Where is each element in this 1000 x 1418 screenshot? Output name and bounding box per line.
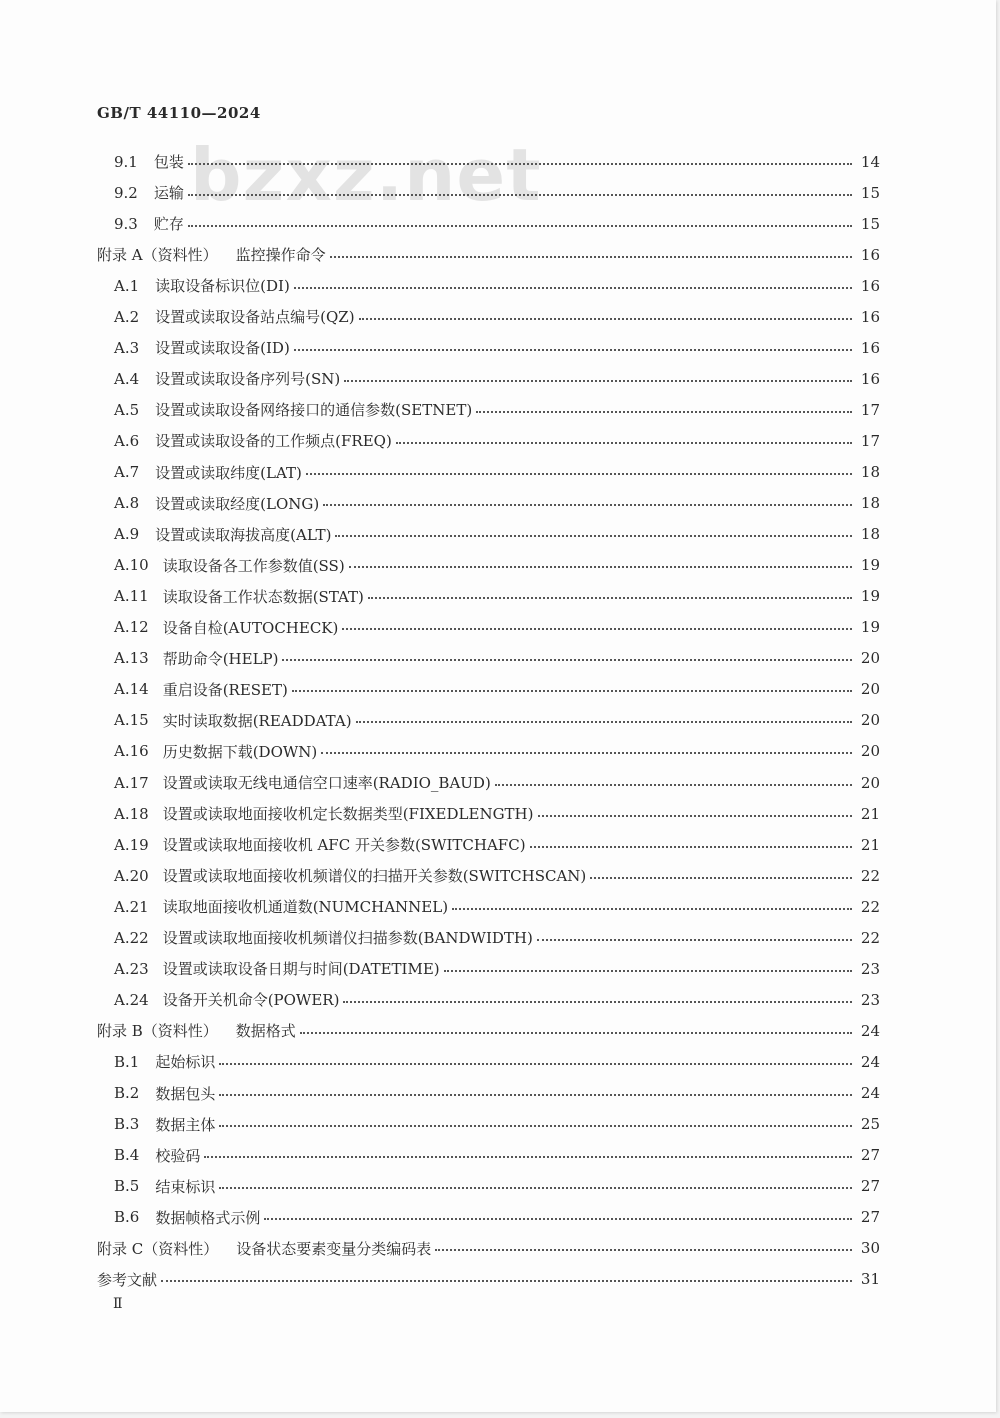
toc-entry-page: 18	[860, 525, 880, 544]
toc-entry-title: 设置或读取地面接收机频谱仪扫描参数(BANDWIDTH)	[162, 929, 533, 948]
toc-entry[interactable]	[114, 301, 880, 332]
toc-entry-page: 15	[860, 183, 880, 202]
toc-leader-dots	[396, 442, 852, 444]
toc-entry[interactable]	[114, 519, 880, 550]
toc-entry[interactable]	[114, 643, 880, 674]
toc-entry[interactable]	[114, 860, 880, 891]
toc-entry[interactable]	[114, 984, 880, 1015]
toc-entry-title: 设备开关机命令(POWER)	[162, 991, 340, 1010]
toc-entry-title: 贮存	[153, 215, 184, 234]
toc-entry-page: 27	[860, 1208, 880, 1227]
toc-leader-dots	[294, 349, 852, 351]
toc-entry-page: 16	[860, 338, 880, 357]
toc-entry-page: 16	[860, 369, 880, 388]
toc-entry-number: A.9	[114, 525, 140, 544]
watermark: bzxz.net	[190, 133, 542, 217]
toc-entry[interactable]	[114, 1171, 880, 1202]
toc-entry[interactable]	[114, 581, 880, 612]
toc-entry-title: 运输	[153, 184, 184, 203]
toc-entry-number: A.17	[114, 773, 149, 792]
toc-entry-number: A.10	[114, 556, 149, 575]
toc-entry-number: A.5	[114, 400, 140, 419]
toc-entry-title: 历史数据下载(DOWN)	[162, 742, 318, 761]
toc-entry-page: 27	[860, 1146, 880, 1165]
toc-entry[interactable]	[114, 332, 880, 363]
toc-entry[interactable]	[114, 425, 880, 456]
toc-leader-dots	[590, 877, 852, 879]
toc-entry-number: A.7	[114, 463, 140, 481]
toc-entry-page: 23	[860, 959, 880, 978]
toc-entry[interactable]	[114, 270, 880, 301]
toc-entry-page: 16	[860, 307, 880, 326]
toc-leader-dots	[219, 1187, 852, 1189]
toc-entry-title: 设置或读取地面接收机定长数据类型(FIXEDLENGTH)	[162, 805, 534, 824]
toc-entry-title: 数据格式	[235, 1022, 296, 1041]
toc-entry-page: 14	[860, 152, 880, 171]
toc-entry-title: 设备状态要素变量分类编码表	[236, 1239, 432, 1258]
standard-code-header: GB/T 44110—2024	[97, 104, 261, 122]
toc-entry-title: 设置或读取设备站点编号(QZ)	[155, 308, 355, 327]
toc-entry-title: 读取设备标识位(DI)	[155, 277, 290, 296]
toc-entry[interactable]	[114, 1109, 880, 1140]
toc-leader-dots	[264, 1218, 852, 1220]
toc-entry-page: 22	[860, 928, 880, 947]
toc-entry-number: A.20	[114, 866, 149, 885]
toc-entry-title: 包装	[153, 153, 184, 171]
toc-entry-number: A.2	[114, 307, 140, 326]
toc-entry[interactable]	[114, 767, 880, 798]
toc-entry-number: B.1	[114, 1052, 140, 1071]
page-number: Ⅱ	[113, 1296, 123, 1312]
toc-entry-number: A.19	[114, 835, 149, 854]
toc-entry-title: 设置或读取设备序列号(SN)	[155, 370, 341, 389]
toc-entry-title: 结束标识	[155, 1177, 216, 1196]
toc-entry[interactable]	[114, 550, 880, 581]
toc-entry-page: 19	[860, 618, 880, 637]
toc-leader-dots	[359, 318, 852, 320]
toc-leader-dots	[530, 846, 852, 848]
toc-entry[interactable]	[114, 457, 880, 488]
toc-leader-dots	[342, 628, 852, 630]
toc-entry-page: 19	[860, 587, 880, 606]
toc-entry[interactable]	[114, 829, 880, 860]
toc-entry[interactable]	[114, 953, 880, 984]
toc-entry-title: 设置或读取设备的工作频点(FREQ)	[155, 432, 392, 451]
toc-entry-page: 20	[860, 680, 880, 699]
toc-entry-page: 20	[860, 711, 880, 730]
toc-entry-page: 16	[860, 276, 880, 295]
toc-entry-number: A.11	[114, 587, 149, 606]
toc-entry-title: 读取设备工作状态数据(STAT)	[162, 587, 364, 606]
toc-leader-dots	[452, 908, 852, 910]
toc-entry-page: 17	[860, 400, 880, 419]
toc-entry-title: 读取地面接收机通道数(NUMCHANNEL)	[162, 898, 449, 917]
toc-entry-number: B.5	[114, 1177, 140, 1196]
toc-entry[interactable]	[114, 177, 880, 208]
toc-leader-dots	[306, 473, 852, 475]
toc-entry-number: A.18	[114, 804, 149, 823]
toc-leader-dots	[356, 721, 852, 723]
toc-entry-page: 17	[860, 431, 880, 450]
toc-entry-page: 20	[860, 773, 880, 792]
toc-entry-title: 起始标识	[155, 1053, 216, 1072]
toc-entry[interactable]	[114, 208, 880, 239]
toc-entry-page: 21	[860, 804, 880, 823]
toc-leader-dots	[188, 163, 852, 165]
toc-entry-number: A.13	[114, 649, 149, 668]
toc-leader-dots	[537, 939, 852, 941]
toc-entry-title: 实时读取数据(READDATA)	[162, 711, 352, 730]
toc-leader-dots	[292, 690, 852, 692]
toc-entry[interactable]	[114, 1202, 880, 1233]
toc-entry-page: 31	[860, 1270, 880, 1289]
toc-entry[interactable]	[114, 922, 880, 953]
toc-leader-dots	[538, 815, 853, 817]
toc-leader-dots	[219, 1063, 852, 1065]
toc-entry-number: 9.2	[114, 183, 138, 202]
toc-entry[interactable]	[97, 239, 880, 270]
toc-entry-number: A.22	[114, 928, 149, 947]
toc-leader-dots	[323, 504, 852, 506]
toc-entry-number: 附录 A（资料性）	[97, 246, 218, 265]
toc-entry-title: 设置或读取地面接收机 AFC 开关参数(SWITCHAFC)	[162, 836, 526, 855]
toc-entry-title: 校验码	[155, 1146, 201, 1165]
toc-entry-number: A.12	[114, 618, 149, 637]
toc-entry-title: 设置或读取纬度(LAT)	[155, 463, 302, 482]
toc-leader-dots	[219, 1094, 852, 1096]
toc-entry[interactable]	[114, 146, 880, 177]
toc-entry-title: 设置或读取设备(ID)	[155, 339, 290, 358]
toc-entry[interactable]	[114, 1046, 880, 1077]
toc-entry-page: 19	[860, 556, 880, 575]
toc-entry-page: 24	[860, 1021, 880, 1040]
toc-entry[interactable]	[97, 1015, 880, 1046]
toc-leader-dots	[161, 1280, 852, 1282]
toc-leader-dots	[476, 411, 852, 413]
toc-entry-number: 9.3	[114, 214, 138, 233]
toc-entry-number: 附录 B（资料性）	[97, 1022, 218, 1041]
toc-entry-page: 25	[860, 1115, 880, 1134]
toc-leader-dots	[343, 1001, 852, 1003]
toc-entry-title: 设置或读取海拔高度(ALT)	[155, 525, 332, 544]
toc-entry[interactable]	[114, 705, 880, 736]
toc-entry-title: 设置或读取无线电通信空口速率(RADIO_BAUD)	[162, 774, 491, 792]
toc-leader-dots	[330, 256, 852, 258]
toc-entry[interactable]	[114, 1078, 880, 1109]
toc-entry-number: A.21	[114, 897, 149, 916]
toc-entry-number: A.16	[114, 742, 149, 761]
toc-entry-page: 22	[860, 897, 880, 916]
toc-entry[interactable]	[114, 488, 880, 519]
toc-entry-title: 参考文献	[97, 1270, 158, 1289]
toc-entry-number: A.1	[114, 276, 140, 295]
toc-entry[interactable]	[114, 674, 880, 705]
toc-entry-title: 设置或读取设备日期与时间(DATETIME)	[162, 960, 440, 979]
toc-entry-number: B.4	[114, 1146, 140, 1165]
toc-leader-dots	[444, 970, 852, 972]
toc-entry-title: 设置或读取地面接收机频谱仪的扫描开关参数(SWITCHSCAN)	[162, 867, 587, 886]
toc-entry-page: 15	[860, 214, 880, 233]
toc-leader-dots	[495, 784, 852, 786]
toc-entry-title: 数据主体	[155, 1115, 216, 1134]
toc-entry-page: 20	[860, 649, 880, 668]
toc-leader-dots	[435, 1249, 852, 1251]
toc-entry-page: 22	[860, 866, 880, 885]
toc-entry-number: B.2	[114, 1084, 140, 1102]
toc-entry[interactable]	[114, 612, 880, 643]
toc-leader-dots	[294, 287, 852, 289]
toc-entry-page: 21	[860, 835, 880, 854]
toc-entry-number: A.3	[114, 338, 140, 357]
toc-entry-number: A.23	[114, 959, 149, 978]
toc-entry[interactable]	[114, 394, 880, 425]
toc-leader-dots	[188, 225, 852, 227]
toc-entry[interactable]	[97, 1264, 880, 1295]
toc-entry[interactable]	[97, 1233, 880, 1264]
toc-entry-page: 23	[860, 990, 880, 1009]
toc-entry-number: A.4	[114, 369, 140, 388]
toc-entry-page: 24	[860, 1052, 880, 1071]
toc-entry[interactable]	[114, 798, 880, 829]
toc-entry-page: 18	[860, 463, 880, 481]
toc-entry-number: A.15	[114, 711, 149, 730]
toc-leader-dots	[300, 1032, 852, 1034]
toc-entry-page: 27	[860, 1177, 880, 1196]
toc-entry-number: 9.1	[114, 152, 138, 171]
toc-entry-number: 附录 C（资料性）	[97, 1239, 219, 1258]
toc-leader-dots	[219, 1125, 852, 1127]
toc-entry-title: 设备自检(AUTOCHECK)	[162, 618, 339, 637]
toc-entry-title: 设置或读取设备网络接口的通信参数(SETNET)	[155, 401, 473, 420]
toc-leader-dots	[282, 659, 852, 661]
toc-entry-page: 20	[860, 742, 880, 761]
toc-entry[interactable]	[114, 736, 880, 767]
toc-entry-number: B.3	[114, 1115, 140, 1134]
toc-leader-dots	[349, 566, 852, 568]
toc-entry-number: A.14	[114, 680, 149, 699]
toc-entry-number: A.8	[114, 494, 140, 513]
toc-leader-dots	[204, 1156, 852, 1158]
toc-entry-title: 数据包头	[155, 1084, 216, 1103]
toc-entry-title: 帮助命令(HELP)	[162, 649, 279, 668]
toc-entry-page: 18	[860, 494, 880, 513]
toc-entry-number: B.6	[114, 1208, 140, 1227]
toc-entry-title: 监控操作命令	[235, 246, 326, 265]
toc-leader-dots	[335, 535, 852, 537]
toc-leader-dots	[368, 597, 852, 599]
toc-entry-title: 数据帧格式示例	[155, 1208, 261, 1227]
toc-entry-page: 24	[860, 1084, 880, 1102]
toc-entry-title: 读取设备各工作参数值(SS)	[162, 556, 345, 575]
toc-entry-title: 重启设备(RESET)	[162, 680, 288, 699]
toc-leader-dots	[188, 194, 852, 196]
toc-entry-number: A.6	[114, 431, 140, 450]
toc-entry[interactable]	[114, 891, 880, 922]
toc-entry-number: A.24	[114, 990, 149, 1009]
toc-entry[interactable]	[114, 363, 880, 394]
toc-entry-page: 16	[860, 245, 880, 264]
toc-entry-title: 设置或读取经度(LONG)	[155, 494, 320, 513]
toc-leader-dots	[344, 380, 852, 382]
toc-entry[interactable]	[114, 1140, 880, 1171]
toc-leader-dots	[321, 752, 852, 754]
toc-entry-page: 30	[860, 1239, 880, 1258]
